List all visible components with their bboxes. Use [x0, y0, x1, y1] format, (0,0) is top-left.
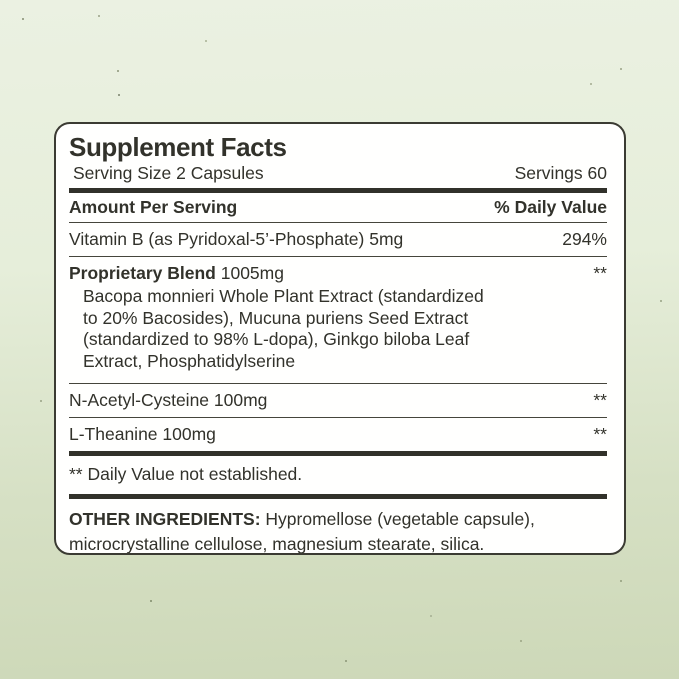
blend-description-line: Bacopa monnieri Whole Plant Extract (standardized — [83, 286, 484, 306]
serving-info-row — [69, 162, 607, 188]
daily-value-footnote: ** Daily Value not established. — [69, 464, 303, 484]
serving-size-text: Serving Size 2 Capsules — [73, 163, 264, 183]
ingredient-daily-value: 294% — [562, 229, 607, 249]
ingredient-daily-value: ** — [593, 390, 607, 410]
column-header-daily-value: % Daily Value — [494, 197, 607, 217]
ingredient-name: Vitamin B (as Pyridoxal-5’-Phosphate) 5mg — [69, 229, 404, 249]
other-ingredients-label: OTHER INGREDIENTS: — [69, 509, 261, 529]
servings-count-text: Servings 60 — [514, 163, 607, 183]
blend-name-bold: Proprietary Blend — [69, 263, 216, 283]
table-header-row — [69, 193, 607, 223]
ingredient-daily-value: ** — [593, 263, 607, 283]
blend-description-line: to 20% Bacosides), Mucuna puriens Seed Extract — [83, 307, 469, 328]
ingredient-daily-value: ** — [593, 424, 607, 444]
other-ingredients — [69, 499, 607, 555]
table-row-vitamin-b — [69, 223, 607, 257]
ingredient-name: N-Acetyl-Cysteine 100mg — [69, 390, 268, 410]
supplement-facts-panel — [54, 122, 626, 555]
panel-title: Supplement Facts — [69, 132, 287, 162]
other-ingredients-text: Hypromellose (vegetable capsule), microcrystalline cellulose, magnesium stearate, silica. — [69, 509, 535, 554]
ingredient-name: L-Theanine 100mg — [69, 424, 216, 444]
table-row-n-acetyl-cysteine — [69, 384, 607, 418]
blend-amount: 1005mg — [220, 263, 284, 283]
blend-description — [69, 284, 607, 377]
ingredient-name — [69, 262, 284, 284]
blend-description-line: (standardized to 98% L-dopa), Ginkgo biloba Leaf — [83, 329, 470, 349]
column-header-amount-per-serving: Amount Per Serving — [69, 197, 238, 217]
table-row-l-theanine — [69, 418, 607, 451]
blend-description-line: Extract, Phosphatidylserine — [83, 350, 296, 371]
table-row-proprietary-blend — [69, 257, 607, 384]
